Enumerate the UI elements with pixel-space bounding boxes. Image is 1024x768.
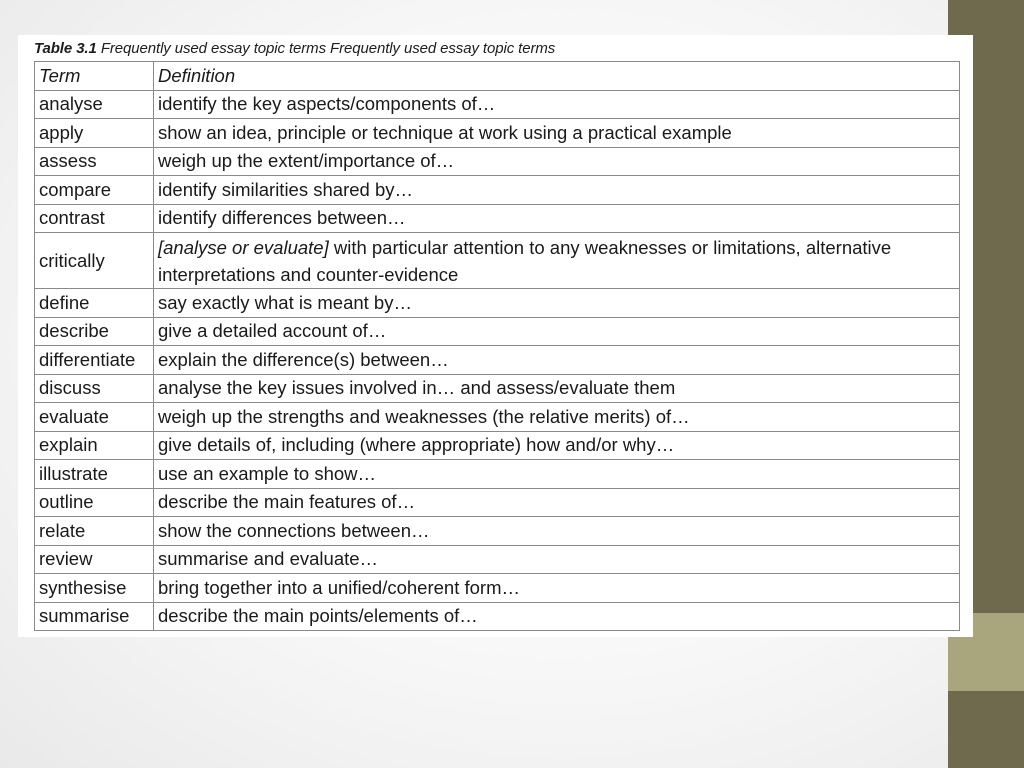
definition-cell: show the connections between… [154, 517, 960, 546]
term-cell: apply [35, 119, 154, 148]
definition-text: with particular attention to any weaknesses or limitations, alternative interpretations and counter-evidence [158, 236, 892, 285]
header-definition: Definition [154, 62, 960, 91]
table-row [35, 204, 960, 233]
definition-cell: weigh up the strengths and weaknesses (the relative merits) of… [154, 403, 960, 432]
definition-cell: give details of, including (where appropriate) how and/or why… [154, 431, 960, 460]
definition-cell: identify the key aspects/components of… [154, 90, 960, 119]
definition-cell: identify differences between… [154, 204, 960, 233]
definition-cell: analyse the key issues involved in… and assess/evaluate them [154, 374, 960, 403]
table-image [18, 35, 973, 637]
definition-cell: weigh up the extent/importance of… [154, 147, 960, 176]
table-row [35, 176, 960, 205]
term-cell: analyse [35, 90, 154, 119]
table-row [35, 517, 960, 546]
table-row [35, 488, 960, 517]
definition-cell: give a detailed account of… [154, 317, 960, 346]
table-row [35, 545, 960, 574]
table-row [35, 233, 960, 289]
definition-cell: explain the difference(s) between… [154, 346, 960, 375]
table-row [35, 90, 960, 119]
table-row [35, 374, 960, 403]
definition-cell: summarise and evaluate… [154, 545, 960, 574]
term-cell: outline [35, 488, 154, 517]
term-cell: assess [35, 147, 154, 176]
table-row [35, 346, 960, 375]
term-cell: evaluate [35, 403, 154, 432]
definition-cell: describe the main points/elements of… [154, 602, 960, 631]
definition-italic-text: [analyse or evaluate] [158, 236, 329, 258]
term-cell: review [35, 545, 154, 574]
term-cell: define [35, 289, 154, 318]
table-row [35, 431, 960, 460]
table-caption [34, 40, 555, 57]
term-cell: contrast [35, 204, 154, 233]
table-row [35, 574, 960, 603]
term-cell: illustrate [35, 460, 154, 489]
table-row [35, 602, 960, 631]
table-header-row [35, 62, 960, 91]
term-cell: summarise [35, 602, 154, 631]
definition-cell: show an idea, principle or technique at work using a practical example [154, 119, 960, 148]
term-cell: relate [35, 517, 154, 546]
definition-cell: identify similarities shared by… [154, 176, 960, 205]
term-cell: discuss [35, 374, 154, 403]
term-cell: synthesise [35, 574, 154, 603]
definition-cell: say exactly what is meant by… [154, 289, 960, 318]
definition-cell [154, 233, 960, 289]
table-row [35, 147, 960, 176]
terms-table [34, 61, 960, 631]
definition-cell: describe the main features of… [154, 488, 960, 517]
table-row [35, 460, 960, 489]
header-term: Term [35, 62, 154, 91]
term-cell: critically [35, 233, 154, 289]
definition-cell: use an example to show… [154, 460, 960, 489]
table-caption-title: Frequently used essay topic terms Frequently used essay topic terms [100, 40, 556, 57]
term-cell: describe [35, 317, 154, 346]
term-cell: compare [35, 176, 154, 205]
term-cell: differentiate [35, 346, 154, 375]
table-row [35, 289, 960, 318]
table-row [35, 119, 960, 148]
table-caption-label: Table 3.1 [34, 40, 97, 57]
definition-cell: bring together into a unified/coherent form… [154, 574, 960, 603]
term-cell: explain [35, 431, 154, 460]
table-row [35, 317, 960, 346]
table-row [35, 403, 960, 432]
